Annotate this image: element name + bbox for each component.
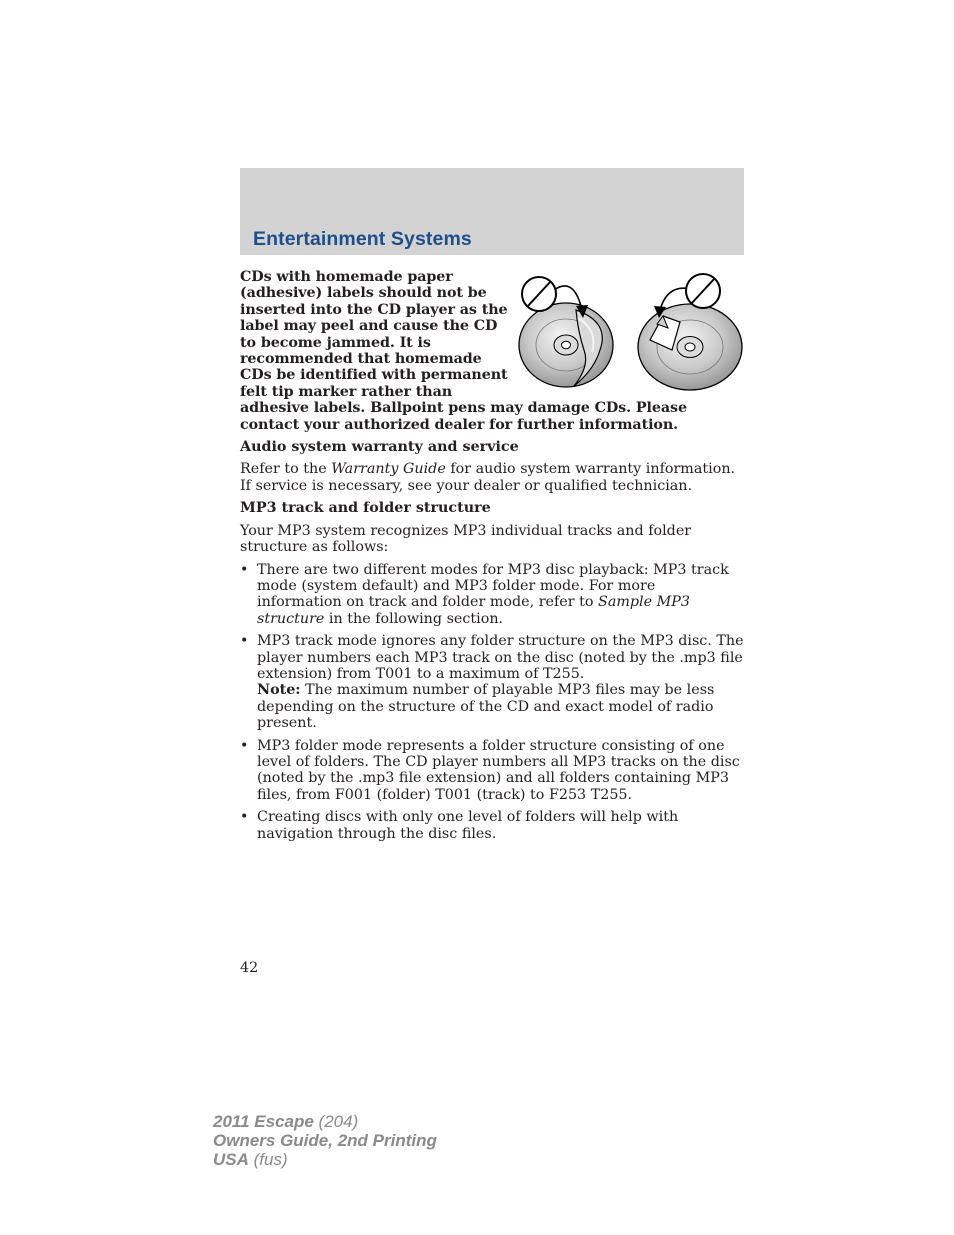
footer-line-model: 2011 Escape (204) [213,1112,359,1131]
warranty-heading: Audio system warranty and service [240,439,519,456]
bullet-icon: • [240,809,249,826]
footer-line-edition: Owners Guide, 2nd Printing [213,1131,437,1150]
cd-disc-icon [638,304,742,390]
document-footer [213,1112,437,1169]
prohibited-sign-icon [686,274,720,308]
cd-label-warning: CDs with homemade paper (adhesive) labels should not be inserted into the CD player as the label may peel and cause the CD to become jammed. It is recommended that homemade CDs be identified with permanent felt tip marker rather than adhesive labels. Ballpoint pens may damage CDs. Please contact your authorized dealer for further information. [240,269,687,433]
note-label: Note: [257,682,301,699]
bullet-icon: • [240,633,249,650]
list-item: • Creating discs with only one level of folders will help with navigation through the disc files. [240,809,679,842]
section-title: Entertainment Systems [253,228,472,250]
footer-line-market: USA (fus) [213,1150,288,1169]
warranty-guide-title: Warranty Guide [331,461,446,478]
bullet-icon: • [240,737,249,754]
page-number: 42 [240,960,259,976]
sample-mp3-structure-ref: Sample MP3 structure [257,594,690,627]
list-item: • There are two different modes for MP3 disc playback: MP3 track mode (system default) and MP3 folder mode. For more information on track and folder mode, refer to Sample MP3 structure in the following section. [240,561,729,627]
warranty-paragraph: Refer to the Warranty Guide for audio system warranty information. If service is necessary, see your dealer or qualified technician. [240,461,736,494]
prohibited-sign-icon [522,277,556,311]
list-item: • MP3 track mode ignores any folder structure on the MP3 disc. The player numbers each MP3 track on the disc (noted by the .mp3 file extension) from T001 to a maximum of T255. Note: The maximum number of playable MP3 files may be less depending on the structure of the CD and exact model of radio present. [240,633,744,732]
section-header-band [240,168,744,255]
mp3-intro: Your MP3 system recognizes MP3 individual tracks and folder structure as follows: [240,522,692,556]
cd-label-illustration [518,270,744,392]
bullet-icon: • [240,561,249,578]
page-content [240,269,744,848]
mp3-heading: MP3 track and folder structure [240,500,491,517]
mp3-bullet-list [240,562,744,843]
list-item: • MP3 folder mode represents a folder structure consisting of one level of folders. The CD player numbers all MP3 tracks on the disc (noted by the .mp3 file extension) and all folders containing MP3 files, from F001 (folder) T001 (track) to F253 T255. [240,737,740,803]
